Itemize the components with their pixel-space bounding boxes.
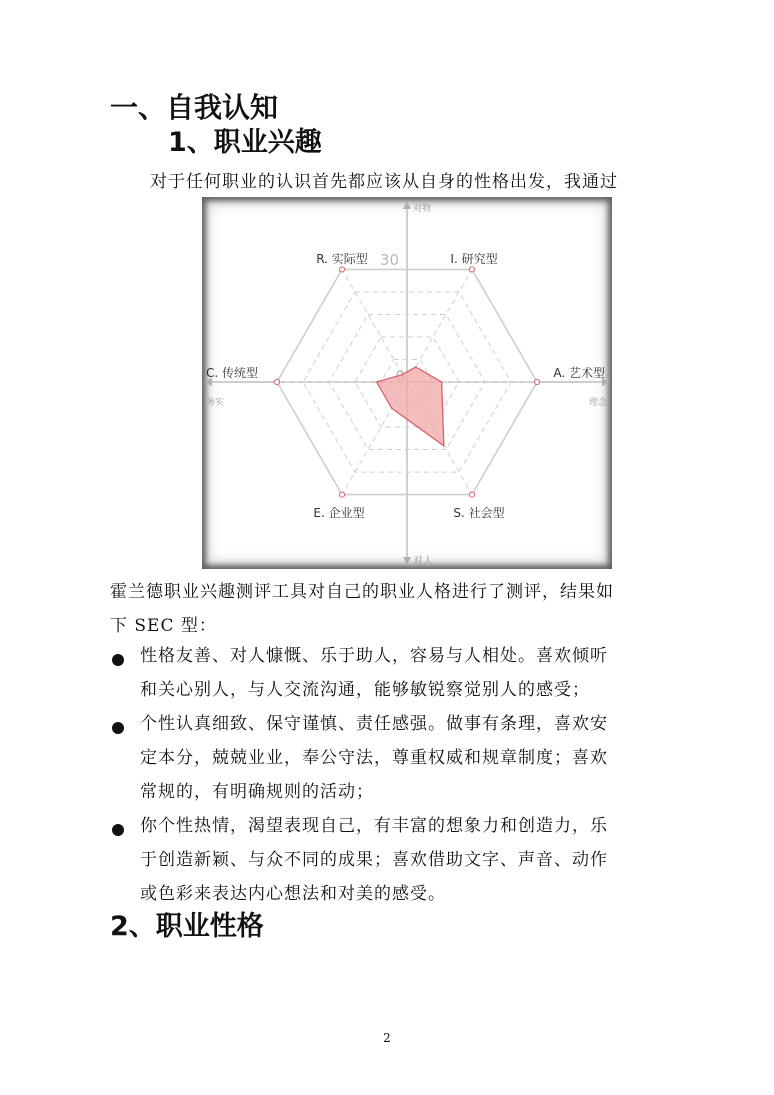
personality-trait-list xyxy=(110,646,670,918)
intro-paragraph: 对于任何职业的认识首先都应该从自身的性格出发，我通过 xyxy=(150,172,618,192)
list-item xyxy=(110,646,670,700)
radar-vertex-marker xyxy=(469,267,474,272)
list-item-line: 和关心别人，与人交流沟通，能够敏锐察觉别人的感受； xyxy=(140,680,590,700)
list-item-line: 定本分，兢兢业业，奉公守法，尊重权威和规章制度；喜欢 xyxy=(140,748,608,768)
section-title: 一、自我认知 xyxy=(110,91,279,124)
radar-vertex-marker xyxy=(274,379,279,384)
bullet-dot-icon xyxy=(112,722,124,734)
radar-axis-label: R. 实际型 xyxy=(316,252,368,266)
holland-radar-chart xyxy=(202,197,612,569)
arrow-down-icon xyxy=(403,557,411,565)
list-item-line: 性格友善、对人慷慨、乐于助人，容易与人相处。喜欢倾听 xyxy=(140,646,608,666)
radar-spoke xyxy=(342,269,407,382)
radar-axis-label: E. 企业型 xyxy=(313,506,365,520)
list-item-line: 于创造新颖、与众不同的成果；喜欢借助文字、声音、动作 xyxy=(140,850,608,870)
bullet-dot-icon xyxy=(112,654,124,666)
radar-axis-label: S. 社会型 xyxy=(453,506,505,520)
direction-label-left: 务实 xyxy=(206,398,225,408)
subsection-title-interest: 1、职业兴趣 xyxy=(168,127,322,158)
list-item-line: 或色彩来表达内心想法和对美的感受。 xyxy=(140,884,446,904)
list-item xyxy=(110,714,670,802)
page-number: 2 xyxy=(383,1031,391,1045)
list-item-line: 常规的，有明确规则的活动； xyxy=(140,782,374,802)
radar-axis-label: C. 传统型 xyxy=(206,366,259,380)
list-item-line: 个性认真细致、保守谨慎、责任感强。做事有条理，喜欢安 xyxy=(140,714,608,734)
radar-axis-label: A. 艺术型 xyxy=(553,366,605,380)
direction-label-top: 对物 xyxy=(413,204,432,214)
radar-vertex-marker xyxy=(469,492,474,497)
radar-tick-label: 30 xyxy=(379,251,399,269)
radar-vertex-marker xyxy=(339,267,344,272)
direction-label-right: 理念 xyxy=(588,398,607,408)
radar-vertex-marker xyxy=(339,492,344,497)
list-item xyxy=(110,816,670,904)
radar-chart-svg xyxy=(202,197,612,569)
subsection-title-personality: 2、职业性格 xyxy=(110,911,264,942)
list-item-line: 你个性热情，渴望表现自己，有丰富的想象力和创造力，乐 xyxy=(140,816,608,836)
result-paragraph-line-1: 霍兰德职业兴趣测评工具对自己的职业人格进行了测评，结果如 xyxy=(110,582,614,602)
arrow-up-icon xyxy=(403,201,411,209)
radar-vertex-marker xyxy=(534,379,539,384)
radar-data-area xyxy=(377,367,444,446)
direction-label-bottom: 对人 xyxy=(413,556,433,567)
bullet-dot-icon xyxy=(112,824,124,836)
radar-axis-label: I. 研究型 xyxy=(450,252,498,266)
radar-spoke xyxy=(407,269,472,382)
result-paragraph-line-2: 下 SEC 型： xyxy=(110,616,217,636)
